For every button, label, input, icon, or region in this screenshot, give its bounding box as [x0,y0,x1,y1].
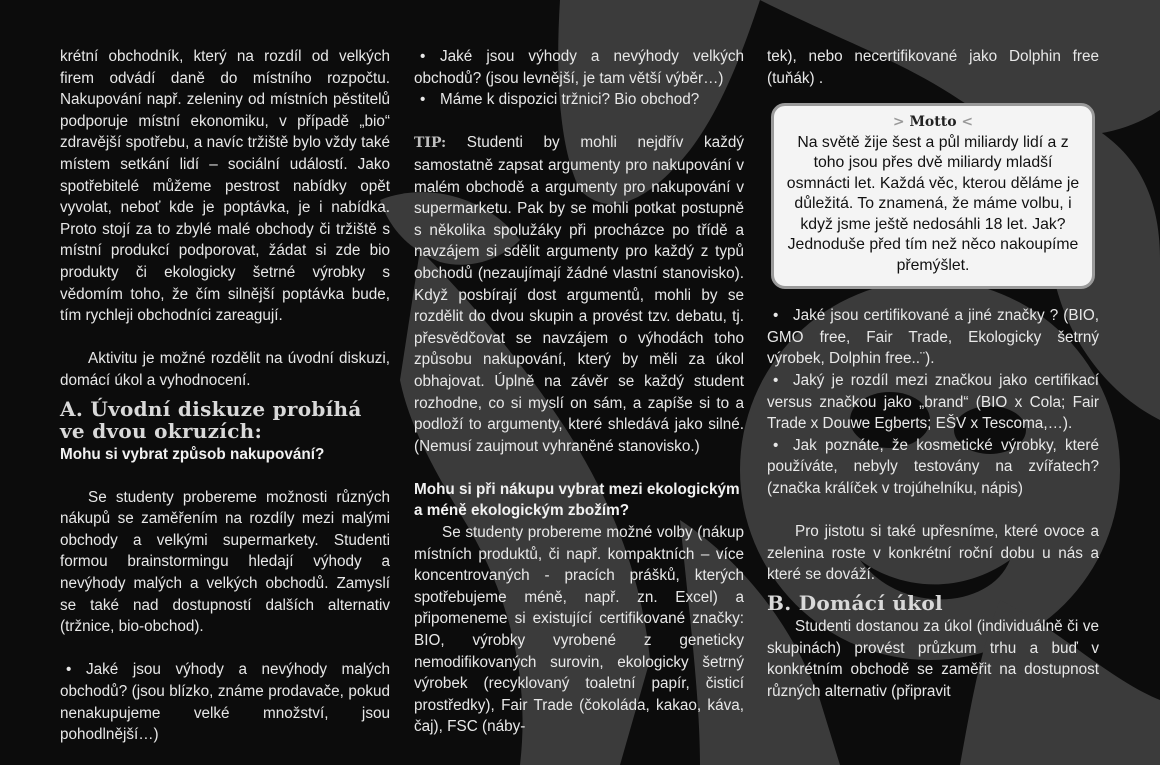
paragraph: Se studenty probereme možné volby (nákup místních produktů, či např. kompaktních – více koncentrovaných - pracích prášků, kterých spotřebujeme méně, např. zn. Excel) a připomeneme si existující certifikované značky: BIO, výrobky vyrobené z geneticky nemodifikovaných surovin, ekologicky šetrný výrobek (recyklovaný toaletní papír, čisticí prostředky), Fair Trade (čokoláda, kakao, káva, čaj), FSC (náby- [414,524,744,736]
arrow-left-icon: < [961,114,974,131]
arrow-right-icon: > [892,114,905,131]
motto-title: > Motto < [892,114,974,131]
bullet-item: • Jaké jsou výhody a nevýhody malých obchodů? (jsou blízko, známe prodavače, pokud nenakupujeme velké množství, jsou pohodlnější…) [60,659,390,745]
paragraph: Pro jistotu si také upřesníme, které ovoce a zelenina roste v konkrétní roční dobu u nás a které se dováží. [767,523,1099,584]
bullet-item: • Jaké jsou výhody a nevýhody velkých obchodů? (jsou levnější, je tam větší výběr…) [414,46,744,89]
column-3 [767,46,1099,702]
paragraph: Studenti dostanou za úkol (individuálně či ve skupinách) provést průzkum trhu a buď v konkrétním obchodě se zaměřit na dostupnost různých alternativ (připravit [767,617,1099,700]
column-2 [414,46,744,738]
subheading: Mohu si vybrat způsob nakupování? [60,445,325,463]
motto-box [771,103,1095,289]
tip-text: Studenti by mohli nejdřív každý samostatně zapsat argumenty pro nakupování v malém obchodě a argumenty pro nakupování v supermarketu. Pak by se mohli potkat postupně s několika spolužáky při procházce po třídě a navzájem si sdělit argumenty pro každý z typů obchodů (nezaujímají žádné vlastní stanovisko). Když posbírají dost argumentů, mohli by se rozdělit do dvou skupin a provést tzv. debatu, tj. přesvědčovat se navzájem o výhodách toho způsobu nakupování, který by měli za úkol obhajovat. Úplně na závěr se každý student rozhodne, co si myslí on sám, a zapíše si to a podloží to argumenty, které shledává jako silné. (Nemusí zaujmout vyhraněné stanovisko.) [414,134,744,455]
bullet-item: • Jaké jsou certifikované a jiné značky ? (BIO, GMO free, Fair Trade, Ekologicky šetrný výrobek, Dolphin free..¨). [767,305,1099,370]
bullet-item: • Jak poznáte, že kosmetické výrobky, které používáte, nebyly testovány na zvířatech? (značka králíček v trojúhelníku, nápis) [767,435,1099,500]
section-heading-a: A. Úvodní diskuze probíhá ve dvou okruzích: [60,396,362,443]
section-heading-b: B. Domácí úkol [767,590,943,615]
column-1 [60,46,390,746]
paragraph: Aktivitu je možné rozdělit na úvodní diskuzi, domácí úkol a vyhodnocení. [60,350,390,389]
motto-text: Na světě žije šest a půl miliardy lidí a z toho jsou přes dvě miliardy mladší osmnácti let. Každá věc, kterou děláme je důležitá. To znamená, že máme volbu, i když jsme ještě nedosáhli 18 let. Jak? Jednoduše před tím než něco nakoupíme přemýšlet. [786,133,1080,274]
paragraph: krétní obchodník, který na rozdíl od velkých firem odvádí daně do místního rozpočtu. Nakupování např. zeleniny od místních pěstitelů podporuje místní ekonomiku, v případě „bio“ zdravější spotřebu, a navíc tržiště bylo vždy také místem setkání lidí – sociální událostí. Jako spotřebitelé můžeme pestrost nabídky opět vyvolat, neboť kde je poptávka, je i nabídka. Proto stojí za to zbylé malé obchody či tržiště s místní produkcí podporovat, žádat si zde bio produkty či ekologicky šetrné výrobky s vědomím toho, že čím silnější poptávka bude, tím rychleji obchodníci zareagují. [60,48,390,325]
tip-paragraph [414,132,744,457]
tip-label: TIP: [414,135,447,152]
paragraph: Se studenty probereme možnosti různých nákupů se zaměřením na rozdíly mezi malými obchody a velkými supermarkety. Studenti formou brainstormingu hledají výhody a nevýhody malých a velkých obchodů. Zamyslí se také nad dostupností dalších alternativ (tržnice, bio-obchod). [60,488,390,636]
subheading: Mohu si při nákupu vybrat mezi ekologickým a méně ekologickým zbožím? [414,480,740,520]
bullet-item: • Máme k dispozici tržnici? Bio obchod? [414,89,744,111]
paragraph: tek), nebo necertifikované jako Dolphin free (tuňák) . [767,48,1099,87]
bullet-item: • Jaký je rozdíl mezi značkou jako certifikací versus značkou jako „brand“ (BIO x Cola; Fair Trade x Douwe Egberts; EŠV x Tescoma,…). [767,370,1099,435]
